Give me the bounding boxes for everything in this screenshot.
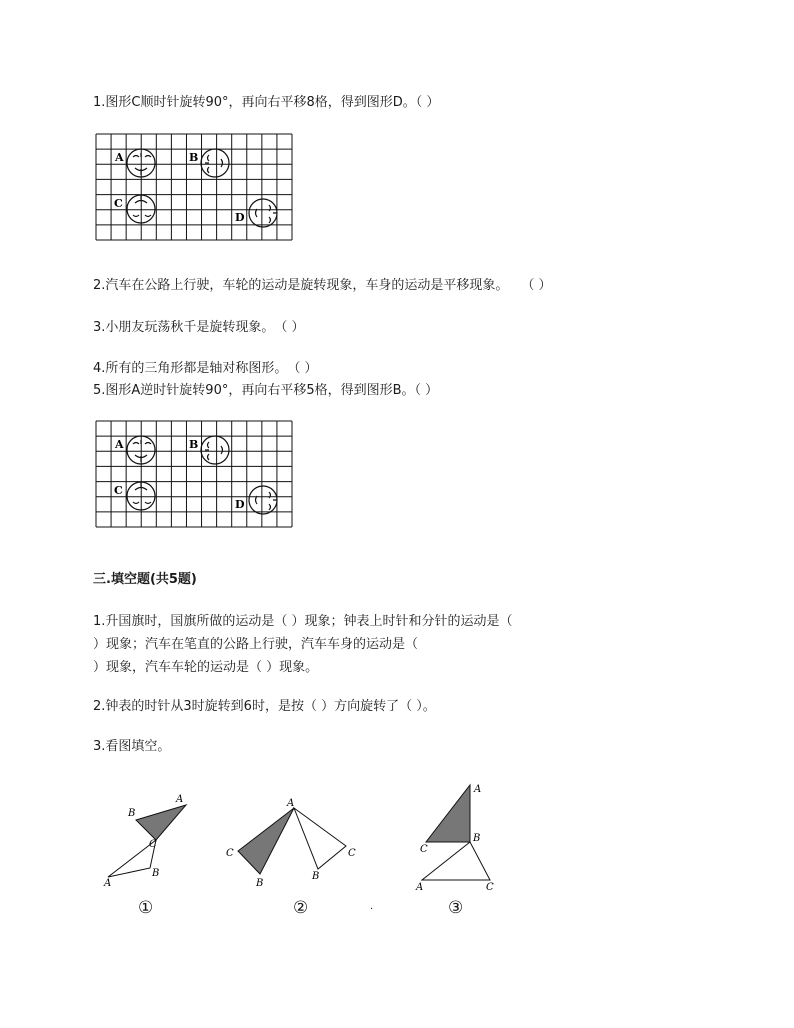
svg-text:A: A: [416, 882, 424, 893]
grid-label-c: C: [114, 484, 123, 497]
question-5: 5.图形A逆时针旋转90°，再向右平移5格，得到图形B。（ ）: [93, 383, 439, 398]
svg-text:C: C: [420, 844, 428, 855]
question-3: 3.小朋友玩荡秋千是旋转现象。 （ ）: [93, 320, 305, 335]
figure-label-1: ①: [138, 898, 154, 918]
fill-question-1-line-1: 1.升国旗时，国旗所做的运动是（ ）现象；钟表上时针和分针的运动是（: [93, 614, 513, 629]
svg-text:A: A: [176, 794, 184, 805]
face-d: [249, 199, 277, 227]
fill-question-1-line-3: ）现象，汽车车轮的运动是（ ）现象。: [93, 660, 319, 675]
section-title: 三.填空题(共5题): [93, 572, 197, 587]
question-4: 4.所有的三角形都是轴对称图形。 （ ）: [93, 361, 318, 376]
question-2: 2.汽车在公路上行驶，车轮的运动是旋转现象，车身的运动是平移现象。 （ ）: [93, 278, 552, 293]
svg-text:B: B: [473, 833, 481, 844]
grid-figure-2: [95, 420, 295, 532]
grid-label-d: D: [235, 211, 245, 224]
triangle-figure-3: [412, 780, 512, 900]
svg-text:A: A: [104, 878, 112, 889]
figure-label-2: ②: [293, 898, 309, 918]
fill-question-3: 3.看图填空。: [93, 739, 171, 754]
svg-text:B: B: [312, 871, 320, 882]
face-b: [201, 149, 229, 177]
svg-text:C: C: [486, 882, 494, 893]
grid-label-b: B: [189, 151, 199, 164]
fill-question-1-line-2: ）现象；汽车在笔直的公路上行驶，汽车车身的运动是（: [93, 637, 419, 652]
svg-text:C: C: [149, 839, 157, 850]
triangle-figure-2: [222, 796, 362, 891]
svg-text:B: B: [128, 808, 136, 819]
svg-text:B: B: [152, 868, 160, 879]
figure-label-3: ③: [448, 898, 464, 918]
grid-label-a: A: [115, 151, 124, 164]
grid-label-b: B: [189, 438, 199, 451]
question-1: 1.图形C顺时针旋转90°，再向右平移8格，得到图形D。（ ）: [93, 95, 440, 110]
svg-text:A: A: [474, 784, 482, 795]
grid-label-c: C: [114, 197, 123, 210]
fill-question-2: 2.钟表的时针从3时旋转到6时，是按（ ）方向旋转了（ ）。: [93, 699, 436, 714]
triangle-figure-1: [98, 790, 208, 900]
face-d: [249, 486, 277, 514]
stray-dot: .: [370, 901, 374, 912]
face-b: [201, 436, 229, 464]
grid-label-d: D: [235, 498, 245, 511]
svg-text:C: C: [226, 848, 234, 859]
grid-figure-1: [95, 133, 295, 245]
svg-text:B: B: [256, 878, 264, 889]
svg-text:C: C: [348, 848, 356, 859]
grid-label-a: A: [115, 438, 124, 451]
svg-text:A: A: [287, 798, 295, 809]
